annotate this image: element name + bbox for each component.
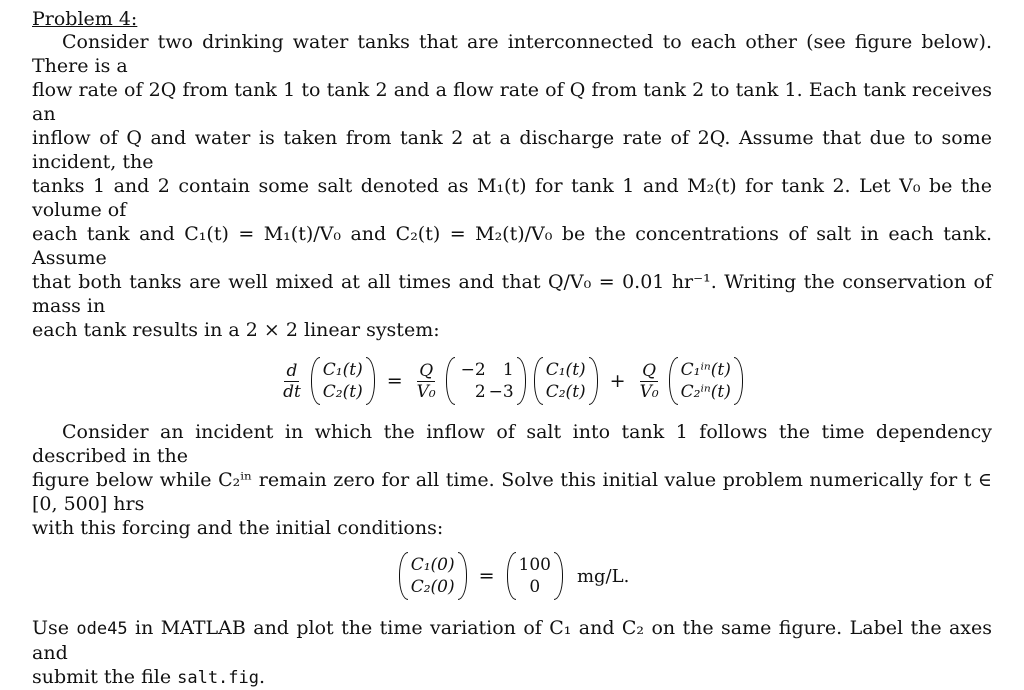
linear-system-equation: $\frac{d}{dt}$ C₁(t) C₂(t) = $\frac{Q}{\text{V₀}}$ −2 1 2 −3 C₁(t) C₂(t) + $\frac{Q}{\text{V₀}}$ C₁ⁱⁿ(t) C₂ⁱⁿ(t) [32,348,992,414]
initial-state-vector: C₁(0) C₂(0) [399,552,467,600]
intro-line-5: each tank and C₁(t) = M₁(t)/V₀ and C₂(t) = M₂(t)/V₀ be the concentrations of salt in each tank. Assume [32,223,992,269]
initial-values-vector: 100 0 [507,552,563,600]
state-vector-rhs: C₁(t) C₂(t) [534,357,598,405]
problem-document [32,8,992,690]
flow-ratio-2: $\frac{Q}{\text{V₀}}$ [639,360,659,402]
instructions-line-1: Use ode45 in MATLAB and plot the time variation of C₁ and C₂ on the same figure. Label the axes and [32,617,993,664]
coefficient-matrix: −2 1 2 −3 [446,357,526,405]
inflow-vector: C₁ⁱⁿ(t) C₂ⁱⁿ(t) [669,357,743,405]
initial-conditions-equation: C₁(0) C₂(0) = 100 0 mg/L. [32,546,992,606]
concentration-unit: mg/L. [576,565,630,587]
incident-paragraph [32,420,992,540]
instructions-line-2: submit the file salt.fig. [32,666,266,688]
flow-ratio: $\frac{Q}{\text{V₀}}$ [416,360,436,402]
intro-line-7: each tank results in a 2 × 2 linear system: [32,319,440,341]
incident-line-3: with this forcing and the initial conditions: [32,517,444,539]
state-vector: C₁(t) C₂(t) [311,357,375,405]
incident-line-1: Consider an incident in which the inflow of salt into tank 1 follows the time dependency described in the [32,421,992,467]
instructions-paragraph [32,616,992,690]
intro-line-6: that both tanks are well mixed at all times and that Q/V₀ = 0.01 hr⁻¹. Writing the conservation of mass in [32,271,992,317]
ode45-code: ode45 [76,619,128,639]
intro-line-4: tanks 1 and 2 contain some salt denoted as M₁(t) for tank 1 and M₂(t) for tank 2. Let V₀ be the volume of [32,175,992,221]
intro-line-1: Consider two drinking water tanks that are interconnected to each other (see figure below). There is a [32,31,992,77]
intro-line-3: inflow of Q and water is taken from tank 2 at a discharge rate of 2Q. Assume that due to some incident, the [32,127,992,173]
incident-line-2: figure below while C₂ⁱⁿ remain zero for all time. Solve this initial value problem numerically for t ∈ [0, 500] hrs [32,469,992,515]
salt-fig-code: salt.fig [177,668,259,688]
intro-line-2: flow rate of 2Q from tank 1 to tank 2 and a flow rate of Q from tank 2 to tank 1. Each tank receives an [32,79,992,125]
problem-title: Problem 4: [32,8,138,30]
derivative-operator: $\frac{d}{dt}$ [283,360,301,402]
intro-paragraph [32,30,992,342]
